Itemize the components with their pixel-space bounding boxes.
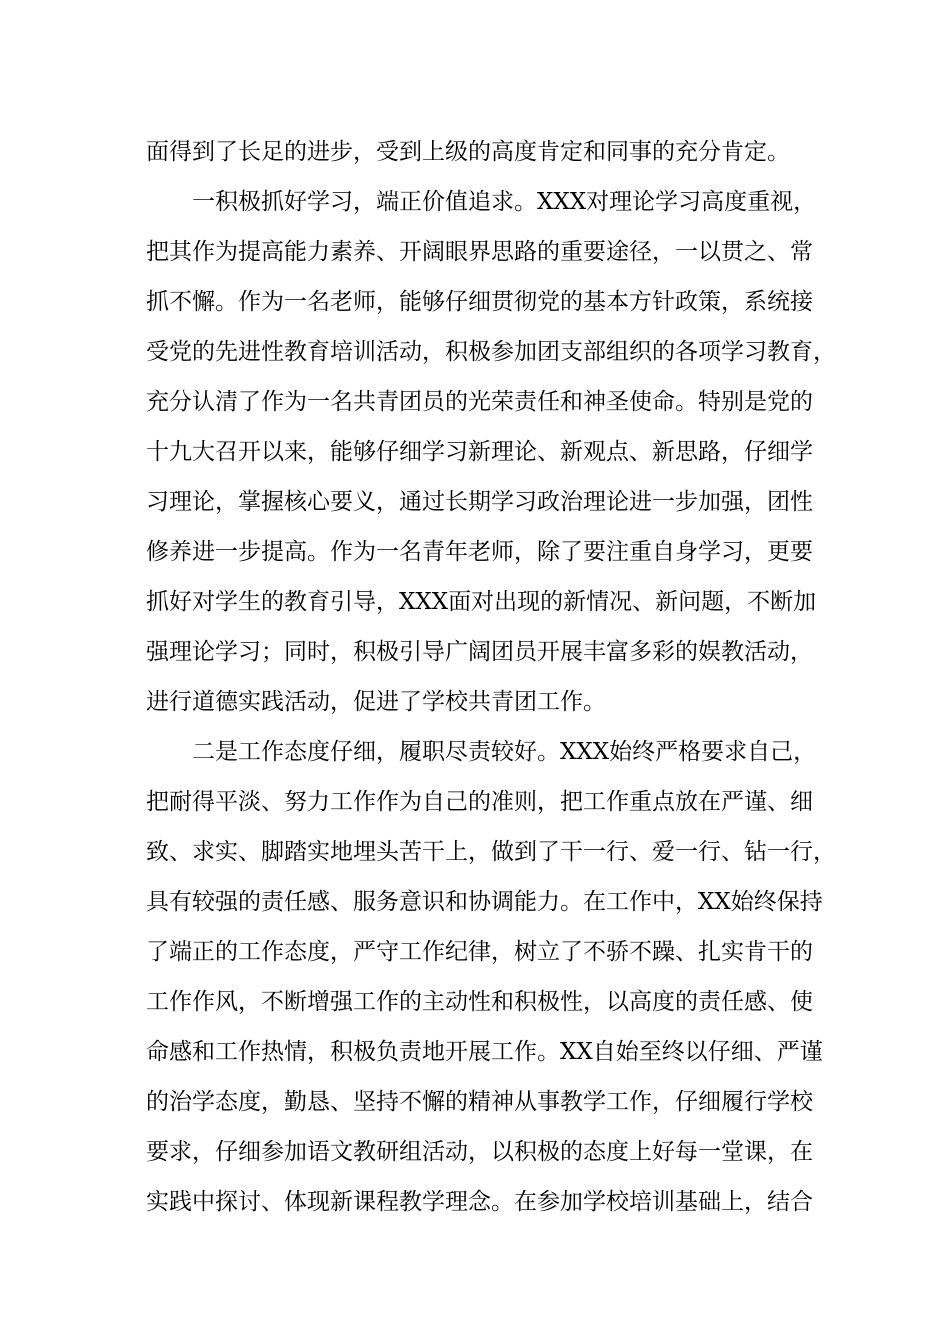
text-line: 致、求实、脚踏实地埋头苦干上，做到了干一行、爱一行、钻一行， (146, 839, 836, 865)
text-line: 了端正的工作态度，严守工作纪律，树立了不骄不躁、扎实肯干的 (146, 939, 813, 965)
text-line: 强理论学习；同时，积极引导广阔团员开展丰富多彩的娱教活动， (146, 639, 813, 665)
paragraph-start-line: 一积极抓好学习，端正价值追求。XXX对理论学习高度重视， (192, 189, 817, 215)
text-line: 把耐得平淡、努力工作作为自己的准则，把工作重点放在严谨、细 (146, 789, 813, 815)
text-line: 进行道德实践活动，促进了学校共青团工作。 (146, 689, 606, 715)
text-line: 具有较强的责任感、服务意识和协调能力。在工作中，XX始终保持 (146, 889, 823, 915)
text-line: 要求，仔细参加语文教研组活动，以积极的态度上好每一堂课，在 (146, 1139, 813, 1165)
text-line: 十九大召开以来，能够仔细学习新理论、新观点、新思路，仔细学 (146, 439, 813, 465)
text-line: 工作作风，不断增强工作的主动性和积极性，以高度的责任感、使 (146, 989, 813, 1015)
text-line: 习理论，掌握核心要义，通过长期学习政治理论进一步加强，团性 (146, 489, 813, 515)
text-line: 受党的先进性教育培训活动，积极参加团支部组织的各项学习教育， (146, 339, 836, 365)
text-line: 修养进一步提高。作为一名青年老师，除了要注重自身学习，更要 (146, 539, 813, 565)
text-line: 面得到了长足的进步，受到上级的高度肯定和同事的充分肯定。 (146, 139, 790, 165)
text-line: 命感和工作热情，积极负责地开展工作。XX自始至终以仔细、严谨 (146, 1039, 823, 1065)
text-line: 的治学态度，勤恳、坚持不懈的精神从事教学工作，仔细履行学校 (146, 1089, 813, 1115)
text-line: 抓不懈。作为一名老师，能够仔细贯彻党的基本方针政策，系统接 (146, 289, 813, 315)
text-line: 充分认清了作为一名共青团员的光荣责任和神圣使命。特别是党的 (146, 389, 813, 415)
text-line: 把其作为提高能力素养、开阔眼界思路的重要途径，一以贯之、常 (146, 239, 813, 265)
text-line: 抓好对学生的教育引导，XXX面对出现的新情况、新问题，不断加 (146, 589, 817, 615)
paragraph-start-line: 二是工作态度仔细，履职尽责较好。XXX始终严格要求自己， (192, 739, 817, 765)
text-line: 实践中探讨、体现新课程教学理念。在参加学校培训基础上，结合 (146, 1189, 813, 1215)
